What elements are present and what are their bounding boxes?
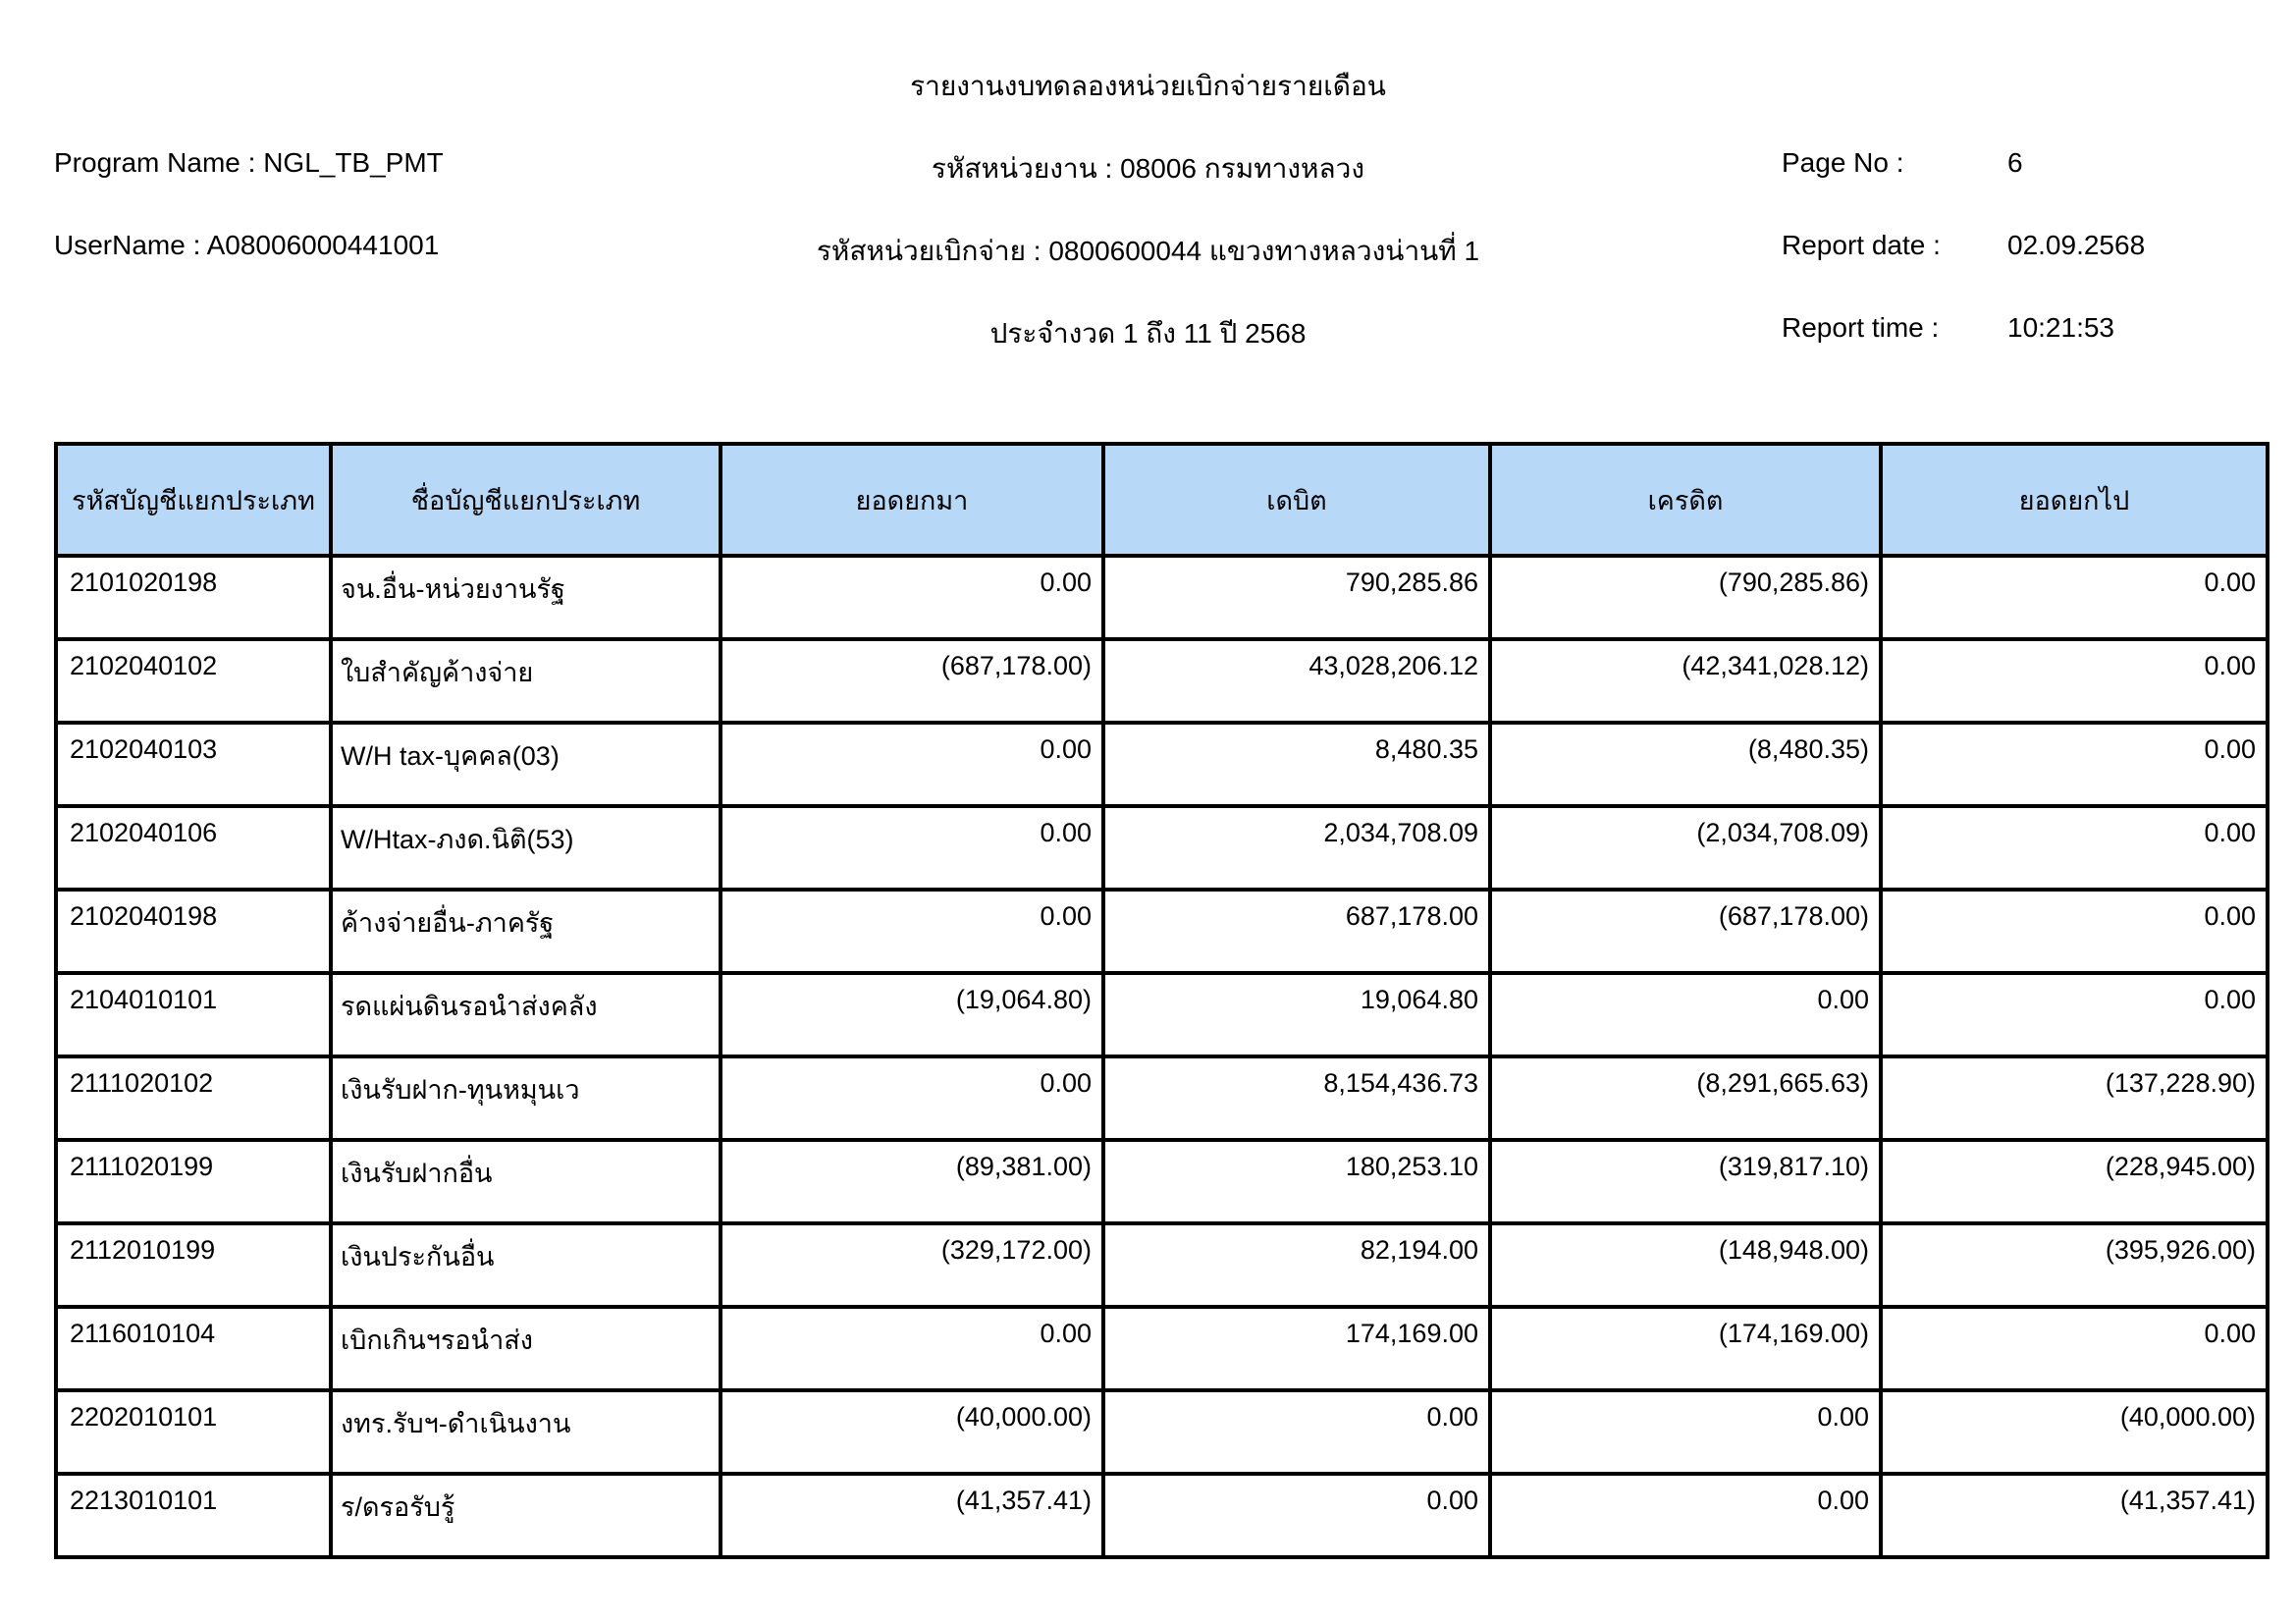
cell-debit: 19,064.80 [1103,973,1490,1056]
cell-name: ใบสำคัญค้างจ่าย [331,639,721,723]
cell-credit: (319,817.10) [1490,1140,1881,1223]
cell-credit: (790,285.86) [1490,556,1881,639]
cell-debit: 174,169.00 [1103,1307,1490,1390]
cell-code: 2102040103 [56,723,331,806]
cell-begin_balance: 0.00 [721,1056,1103,1140]
username-label: UserName : [54,230,201,260]
period-line: ประจำงวด 1 ถึง 11 ปี 2568 [989,318,1307,349]
cell-end_balance: 0.00 [1881,723,2268,806]
table-row [56,1223,2268,1307]
cell-debit: 790,285.86 [1103,556,1490,639]
table-header-row [56,444,2268,556]
cell-begin_balance: 0.00 [721,1307,1103,1390]
cell-credit: (148,948.00) [1490,1223,1881,1307]
cell-end_balance: 0.00 [1881,806,2268,890]
table-row [56,1474,2268,1557]
trial-balance-table [54,442,2269,1559]
cell-debit: 180,253.10 [1103,1140,1490,1223]
cell-begin_balance: 0.00 [721,556,1103,639]
cell-code: 2112010199 [56,1223,331,1307]
cell-end_balance: 0.00 [1881,1307,2268,1390]
cell-end_balance: (41,357.41) [1881,1474,2268,1557]
table-row [56,806,2268,890]
cell-name: จน.อื่น-หน่วยงานรัฐ [331,556,721,639]
cell-end_balance: 0.00 [1881,890,2268,973]
cell-credit: (8,480.35) [1490,723,1881,806]
cell-debit: 82,194.00 [1103,1223,1490,1307]
program-name-label: Program Name : [54,147,256,178]
cell-debit: 8,480.35 [1103,723,1490,806]
column-header-credit: เครดิต [1490,444,1881,556]
cell-begin_balance: 0.00 [721,806,1103,890]
cell-debit: 8,154,436.73 [1103,1056,1490,1140]
cell-debit: 0.00 [1103,1474,1490,1557]
report-time-value: 10:21:53 [2007,312,2114,343]
table-body [56,556,2268,1557]
column-header-account-code: รหัสบัญชีแยกประเภท [56,444,331,556]
disbursement-unit-line [0,230,2296,273]
cell-debit: 687,178.00 [1103,890,1490,973]
cell-begin_balance: (89,381.00) [721,1140,1103,1223]
cell-begin_balance: (41,357.41) [721,1474,1103,1557]
page-no-value: 6 [2007,147,2023,178]
disbursement-unit-label: รหัสหน่วยเบิกจ่าย : [816,236,1041,266]
cell-end_balance: (40,000.00) [1881,1390,2268,1474]
disbursement-unit-value: 0800600044 แขวงทางหลวงน่านที่ 1 [1048,236,1480,266]
column-header-account-name: ชื่อบัญชีแยกประเภท [331,444,721,556]
table-row [56,1140,2268,1223]
username-value: A08006000441001 [206,230,440,260]
column-header-debit: เดบิต [1103,444,1490,556]
cell-name: งทร.รับฯ-ดำเนินงาน [331,1390,721,1474]
cell-debit: 43,028,206.12 [1103,639,1490,723]
report-title: รายงานงบทดลองหน่วยเบิกจ่ายรายเดือน [910,71,1386,101]
cell-begin_balance: 0.00 [721,890,1103,973]
cell-credit: (8,291,665.63) [1490,1056,1881,1140]
cell-debit: 2,034,708.09 [1103,806,1490,890]
cell-name: ค้างจ่ายอื่น-ภาครัฐ [331,890,721,973]
cell-begin_balance: 0.00 [721,723,1103,806]
cell-code: 2111020102 [56,1056,331,1140]
cell-name: W/H tax-บุคคล(03) [331,723,721,806]
cell-credit: 0.00 [1490,973,1881,1056]
report-date-label: Report date : [1782,230,1941,260]
program-name-value: NGL_TB_PMT [263,147,444,178]
table-row [56,556,2268,639]
cell-end_balance: (137,228.90) [1881,1056,2268,1140]
cell-code: 2116010104 [56,1307,331,1390]
cell-code: 2101020198 [56,556,331,639]
table-row [56,973,2268,1056]
cell-code: 2102040102 [56,639,331,723]
agency-code-line [0,147,2296,190]
report-time-label: Report time : [1782,312,1940,343]
column-header-begin-balance: ยอดยกมา [721,444,1103,556]
table-row [56,639,2268,723]
cell-code: 2111020199 [56,1140,331,1223]
cell-code: 2104010101 [56,973,331,1056]
cell-begin_balance: (687,178.00) [721,639,1103,723]
cell-end_balance: (228,945.00) [1881,1140,2268,1223]
cell-debit: 0.00 [1103,1390,1490,1474]
cell-name: เบิกเกินฯรอนำส่ง [331,1307,721,1390]
cell-end_balance: 0.00 [1881,556,2268,639]
agency-code-label: รหัสหน่วยงาน : [931,153,1113,184]
cell-credit: (687,178.00) [1490,890,1881,973]
cell-name: W/Htax-ภงด.นิติ(53) [331,806,721,890]
table-row [56,1056,2268,1140]
cell-credit: (42,341,028.12) [1490,639,1881,723]
cell-name: ร/ดรอรับรู้ [331,1474,721,1557]
cell-end_balance: (395,926.00) [1881,1223,2268,1307]
cell-begin_balance: (19,064.80) [721,973,1103,1056]
report-date-value: 02.09.2568 [2007,230,2146,260]
column-header-end-balance: ยอดยกไป [1881,444,2268,556]
table-row [56,890,2268,973]
cell-name: เงินรับฝากอื่น [331,1140,721,1223]
table-row [56,1307,2268,1390]
cell-begin_balance: (40,000.00) [721,1390,1103,1474]
cell-credit: 0.00 [1490,1474,1881,1557]
cell-name: เงินประกันอื่น [331,1223,721,1307]
cell-begin_balance: (329,172.00) [721,1223,1103,1307]
table-row [56,723,2268,806]
cell-code: 2102040106 [56,806,331,890]
cell-code: 2102040198 [56,890,331,973]
cell-end_balance: 0.00 [1881,973,2268,1056]
cell-name: รดแผ่นดินรอนำส่งคลัง [331,973,721,1056]
cell-code: 2213010101 [56,1474,331,1557]
cell-code: 2202010101 [56,1390,331,1474]
cell-end_balance: 0.00 [1881,639,2268,723]
cell-name: เงินรับฝาก-ทุนหมุนเว [331,1056,721,1140]
agency-code-value: 08006 กรมทางหลวง [1120,153,1365,184]
cell-credit: (174,169.00) [1490,1307,1881,1390]
cell-credit: (2,034,708.09) [1490,806,1881,890]
cell-credit: 0.00 [1490,1390,1881,1474]
page-no-label: Page No : [1782,147,1904,178]
table-row [56,1390,2268,1474]
